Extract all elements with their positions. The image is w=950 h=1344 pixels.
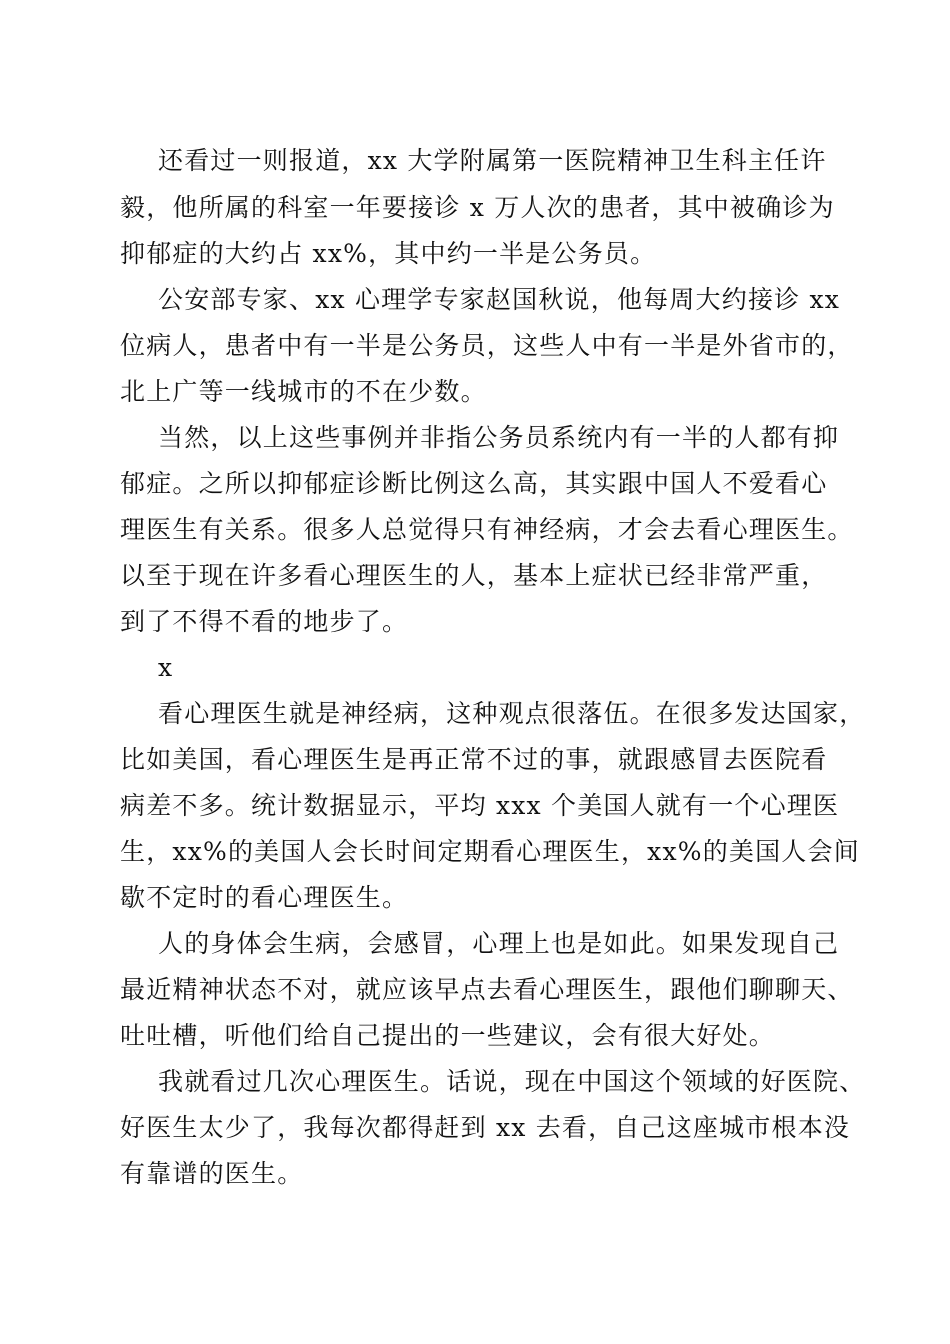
text-line: 最近精神状态不对，就应该早点去看心理医生，跟他们聊聊天、 <box>120 975 854 1004</box>
text-line: 到了不得不看的地步了。 <box>120 607 409 636</box>
text-line: 看心理医生就是神经病，这种观点很落伍。在很多发达国家， <box>158 699 866 728</box>
text-line: 北上广等一线城市的不在少数。 <box>120 377 487 406</box>
text-line: 抑郁症的大约占 xx%，其中约一半是公务员。 <box>120 239 657 268</box>
text-line: 歇不定时的看心理医生。 <box>120 883 409 912</box>
text-line: 毅，他所属的科室一年要接诊 x 万人次的患者，其中被确诊为 <box>120 193 835 222</box>
text-line: 人的身体会生病，会感冒，心理上也是如此。如果发现自己 <box>158 929 840 958</box>
text-line: 生，xx%的美国人会长时间定期看心理医生，xx%的美国人会间 <box>120 837 860 866</box>
text-line: 公安部专家、xx 心理学专家赵国秋说，他每周大约接诊 xx <box>158 285 841 314</box>
text-line: 以至于现在许多看心理医生的人，基本上症状已经非常严重， <box>120 561 828 590</box>
text-line: 我就看过几次心理医生。话说，现在中国这个领域的好医院、 <box>158 1067 866 1096</box>
text-line: 病差不多。统计数据显示，平均 xxx 个美国人就有一个心理医 <box>120 791 840 820</box>
text-line: x <box>158 653 174 682</box>
text-line: 好医生太少了，我每次都得赶到 xx 去看，自己这座城市根本没 <box>120 1113 851 1142</box>
text-line: 郁症。之所以抑郁症诊断比例这么高，其实跟中国人不爱看心 <box>120 469 828 498</box>
text-line: 理医生有关系。很多人总觉得只有神经病，才会去看心理医生。 <box>120 515 854 544</box>
text-line: 位病人，患者中有一半是公务员，这些人中有一半是外省市的， <box>120 331 854 360</box>
text-line: 当然，以上这些事例并非指公务员系统内有一半的人都有抑 <box>158 423 840 452</box>
text-line: 吐吐槽，听他们给自己提出的一些建议，会有很大好处。 <box>120 1021 776 1050</box>
text-line: 有靠谱的医生。 <box>120 1159 304 1188</box>
text-line: 比如美国，看心理医生是再正常不过的事，就跟感冒去医院看 <box>120 745 828 774</box>
text-line: 还看过一则报道，xx 大学附属第一医院精神卫生科主任许 <box>158 146 827 175</box>
